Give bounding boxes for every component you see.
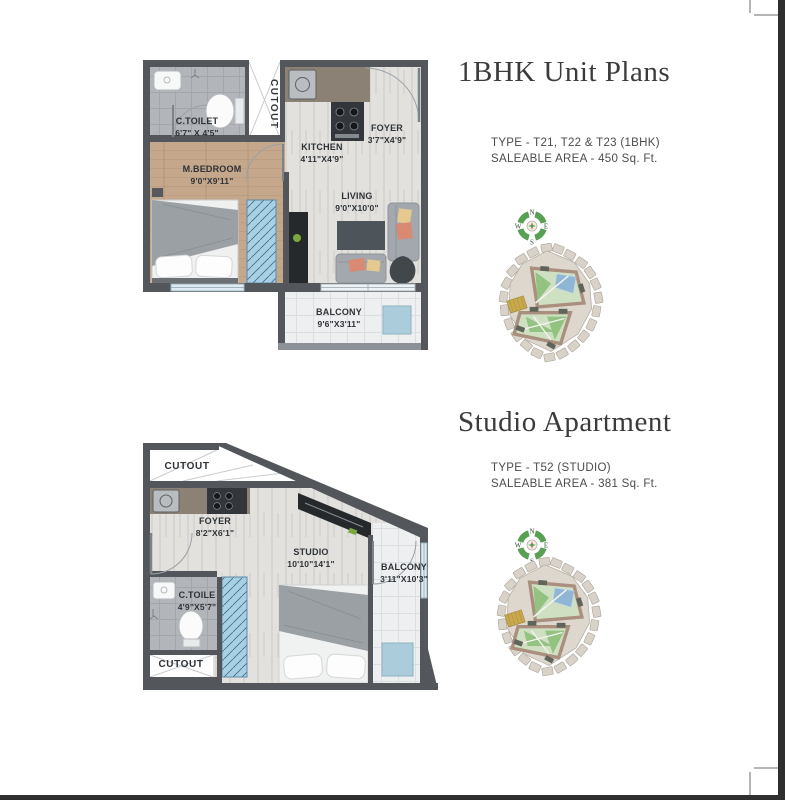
room-dims: 3'7"X4'9"	[367, 135, 407, 145]
wardrobe	[247, 200, 276, 283]
room-dims: 10'10"14'1"	[287, 559, 335, 569]
floorplan-1bhk-graphic	[143, 60, 428, 350]
room-label-cutout-bottom: CUTOUT	[158, 659, 204, 670]
trim-mark	[754, 767, 778, 769]
type-line-studio: TYPE - T52 (STUDIO)	[491, 462, 611, 474]
side-table	[152, 188, 163, 197]
room-dims: 9'6"X3'11"	[317, 319, 361, 329]
balcony-table	[383, 306, 411, 334]
section-title-studio: Studio Apartment	[458, 406, 672, 438]
compass-rose	[512, 206, 552, 246]
room-dims: 9'0"X10'0"	[335, 203, 379, 213]
section-title-1bhk: 1BHK Unit Plans	[458, 56, 671, 88]
room-name: BALCONY	[381, 562, 427, 572]
room-dims: 9'0"X9'11"	[190, 176, 234, 186]
room-dims: 4'9"X5'7"	[177, 602, 217, 612]
room-dims: 8'2"X6'1"	[195, 528, 235, 538]
area-line-1bhk: SALEABLE AREA - 450 Sq. Ft.	[491, 153, 658, 165]
room-name: LIVING	[341, 191, 373, 201]
bed	[152, 200, 238, 283]
room-name: C.TOILET	[175, 116, 219, 126]
section-sub-1bhk	[491, 135, 660, 167]
floorplan-1bhk	[143, 60, 428, 350]
room-name: STUDIO	[293, 547, 329, 557]
page-edge-bottom	[0, 795, 785, 800]
room-dims: 3'11"X10'3"	[380, 574, 428, 584]
kitchen-counter	[150, 488, 250, 514]
keyplan-1bhk	[487, 243, 613, 364]
trim-mark	[749, 0, 751, 13]
room-name: KITCHEN	[301, 142, 343, 152]
room-dims: 4'11"X4'9"	[300, 154, 344, 164]
room-name: M.BEDROOM	[182, 164, 242, 174]
room-dims: 6'7" X 4'5"	[175, 128, 219, 138]
room-name: BALCONY	[316, 307, 362, 317]
room-label-cutout-shaft: CUTOUT	[268, 78, 279, 130]
section-sub-studio	[491, 460, 658, 492]
area-line-studio: SALEABLE AREA - 381 Sq. Ft.	[491, 478, 658, 490]
balcony-table	[382, 643, 413, 676]
wardrobe	[222, 577, 247, 677]
trim-mark	[749, 772, 751, 795]
floorplan-studio	[143, 443, 440, 690]
trim-mark	[754, 14, 778, 16]
room-name: FOYER	[198, 516, 231, 526]
floorplan-studio-graphic	[143, 443, 440, 690]
type-line-1bhk: TYPE - T21, T22 & T23 (1BHK)	[491, 137, 660, 149]
bed	[279, 585, 368, 683]
room-name: FOYER	[370, 123, 403, 133]
room-name: C.TOILE	[178, 590, 216, 600]
room-label-cutout-top: CUTOUT	[164, 461, 210, 472]
keyplan-studio	[485, 557, 611, 678]
page-edge-right	[778, 0, 785, 800]
